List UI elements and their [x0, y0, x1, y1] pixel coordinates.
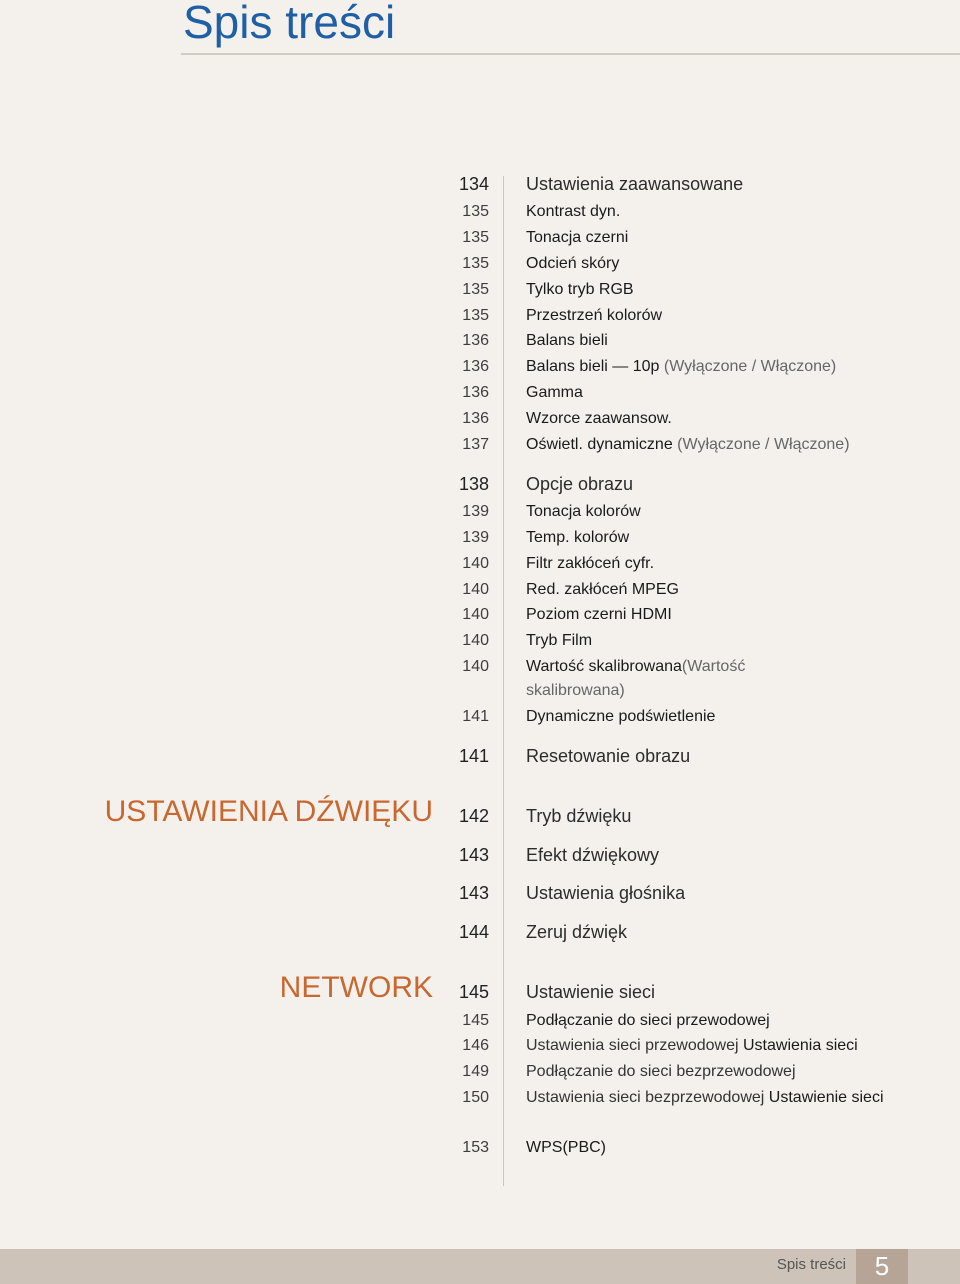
entry-options: (Wartość skalibrowana): [526, 658, 746, 699]
toc-page-number: 145: [462, 1012, 489, 1029]
entry-text-part: Ustawienia sieci: [743, 1037, 858, 1054]
toc-page-number: 136: [462, 410, 489, 427]
toc-entry-link[interactable]: Odcień skóry: [526, 255, 620, 272]
entry-options: (Wyłączone / Włączone): [663, 358, 837, 375]
em-dash: —: [612, 358, 629, 375]
toc-entry-link[interactable]: Opcje obrazu: [526, 474, 634, 494]
toc-entry-link[interactable]: Tonacja czerni: [526, 229, 629, 246]
toc-page-number: 143: [458, 883, 489, 903]
toc-page-number: 136: [462, 384, 489, 401]
toc-page-number: 135: [462, 307, 489, 324]
entry-text-part: 10p: [632, 358, 660, 375]
toc-page-number: 139: [462, 503, 489, 520]
toc-entry-link[interactable]: Tryb Film: [526, 632, 593, 649]
toc-entry-link[interactable]: Podłączanie do sieci bezprzewodowej: [526, 1063, 796, 1080]
toc-entry-link[interactable]: Temp. kolorów: [526, 529, 630, 546]
toc-entry-link[interactable]: [526, 433, 906, 457]
toc-entry-link[interactable]: Podłączanie do sieci przewodowej: [526, 1012, 770, 1029]
section-heading-network: NETWORK: [279, 971, 433, 1004]
entry-options: (Wyłączone / Włączone): [677, 436, 850, 453]
toc-page-number: 142: [458, 806, 489, 826]
toc-page-number: 138: [458, 474, 489, 494]
toc-page-number: 135: [462, 281, 489, 298]
section-heading-sound: USTAWIENIA DŹWIĘKU: [104, 795, 433, 828]
toc-entry-link[interactable]: Red. zakłóceń MPEG: [526, 581, 679, 598]
toc-page-number: 135: [462, 229, 489, 246]
toc-page-number: 141: [458, 746, 489, 766]
toc-entry-link[interactable]: Poziom czerni HDMI: [526, 606, 672, 623]
toc-page-number: 140: [462, 555, 489, 572]
toc-entry-link[interactable]: Kontrast dyn.: [526, 203, 621, 220]
toc-entry-link[interactable]: Efekt dźwiękowy: [526, 845, 660, 865]
toc-entry-link[interactable]: Gamma: [526, 384, 583, 401]
toc-page-number: 134: [458, 174, 489, 194]
toc-entry-link[interactable]: Tonacja kolorów: [526, 503, 641, 520]
toc-page-number: 141: [462, 708, 489, 725]
footer-label: Spis treści: [776, 1256, 846, 1273]
toc-page-number: 153: [462, 1139, 489, 1156]
toc-entry-link[interactable]: Tylko tryb RGB: [526, 281, 634, 298]
toc-entry-link[interactable]: Wzorce zaawansow.: [526, 410, 672, 427]
page-title: Spis treści: [183, 0, 396, 48]
toc-entry-link[interactable]: Filtr zakłóceń cyfr.: [526, 555, 655, 572]
toc-page-number: 140: [462, 658, 489, 675]
entry-text-part: Ustawienie sieci: [768, 1089, 884, 1106]
toc-page-number: 144: [458, 922, 489, 942]
toc-page-number: 136: [462, 332, 489, 349]
toc-entry-link[interactable]: Balans bieli: [526, 332, 608, 349]
toc-entry-link[interactable]: Resetowanie obrazu: [526, 746, 691, 766]
entry-text-part: Balans bieli: [526, 358, 608, 375]
toc-page-number: 150: [462, 1089, 489, 1106]
toc-page-number: 149: [462, 1063, 489, 1080]
toc-page-number: 136: [462, 358, 489, 375]
entry-text-part: Ustawienia sieci bezprzewodowej: [526, 1089, 765, 1106]
title-rule: [181, 53, 960, 55]
toc-entry-link[interactable]: Dynamiczne podświetlenie: [526, 708, 716, 725]
toc-page-number: 135: [462, 255, 489, 272]
toc-entry-link[interactable]: Ustawienie sieci: [526, 982, 656, 1002]
toc-entry-link[interactable]: Tryb dźwięku: [526, 806, 632, 826]
entry-text-part: Wartość skalibrowana: [526, 658, 682, 675]
entry-text-part: Oświetl. dynamiczne: [526, 436, 673, 453]
toc-page-number: 143: [458, 845, 489, 865]
toc-page-number: 146: [462, 1037, 489, 1054]
toc-page-number: 137: [462, 436, 489, 453]
entry-text-part: Ustawienia sieci przewodowej: [526, 1037, 739, 1054]
toc-page-number: 140: [462, 632, 489, 649]
toc-entry-link[interactable]: Ustawienia głośnika: [526, 883, 686, 903]
toc-page-number: 140: [462, 606, 489, 623]
toc-entry-link[interactable]: [526, 355, 906, 379]
toc-entry-link[interactable]: Ustawienia zaawansowane: [526, 174, 744, 194]
toc-page-number: 140: [462, 581, 489, 598]
toc-entry-link[interactable]: [526, 1034, 926, 1058]
toc-entry-link[interactable]: Przestrzeń kolorów: [526, 307, 663, 324]
toc-entry-link[interactable]: WPS(PBC): [526, 1139, 606, 1156]
toc-page-number: 139: [462, 529, 489, 546]
toc-entry-link[interactable]: [526, 655, 826, 703]
toc-page-number: 135: [462, 203, 489, 220]
toc-entry-link[interactable]: [526, 1086, 886, 1110]
toc-divider: [503, 176, 504, 1186]
page-number: 5: [856, 1249, 908, 1284]
toc-page-number: 145: [458, 982, 489, 1002]
toc-entry-link[interactable]: Zeruj dźwięk: [526, 922, 628, 942]
